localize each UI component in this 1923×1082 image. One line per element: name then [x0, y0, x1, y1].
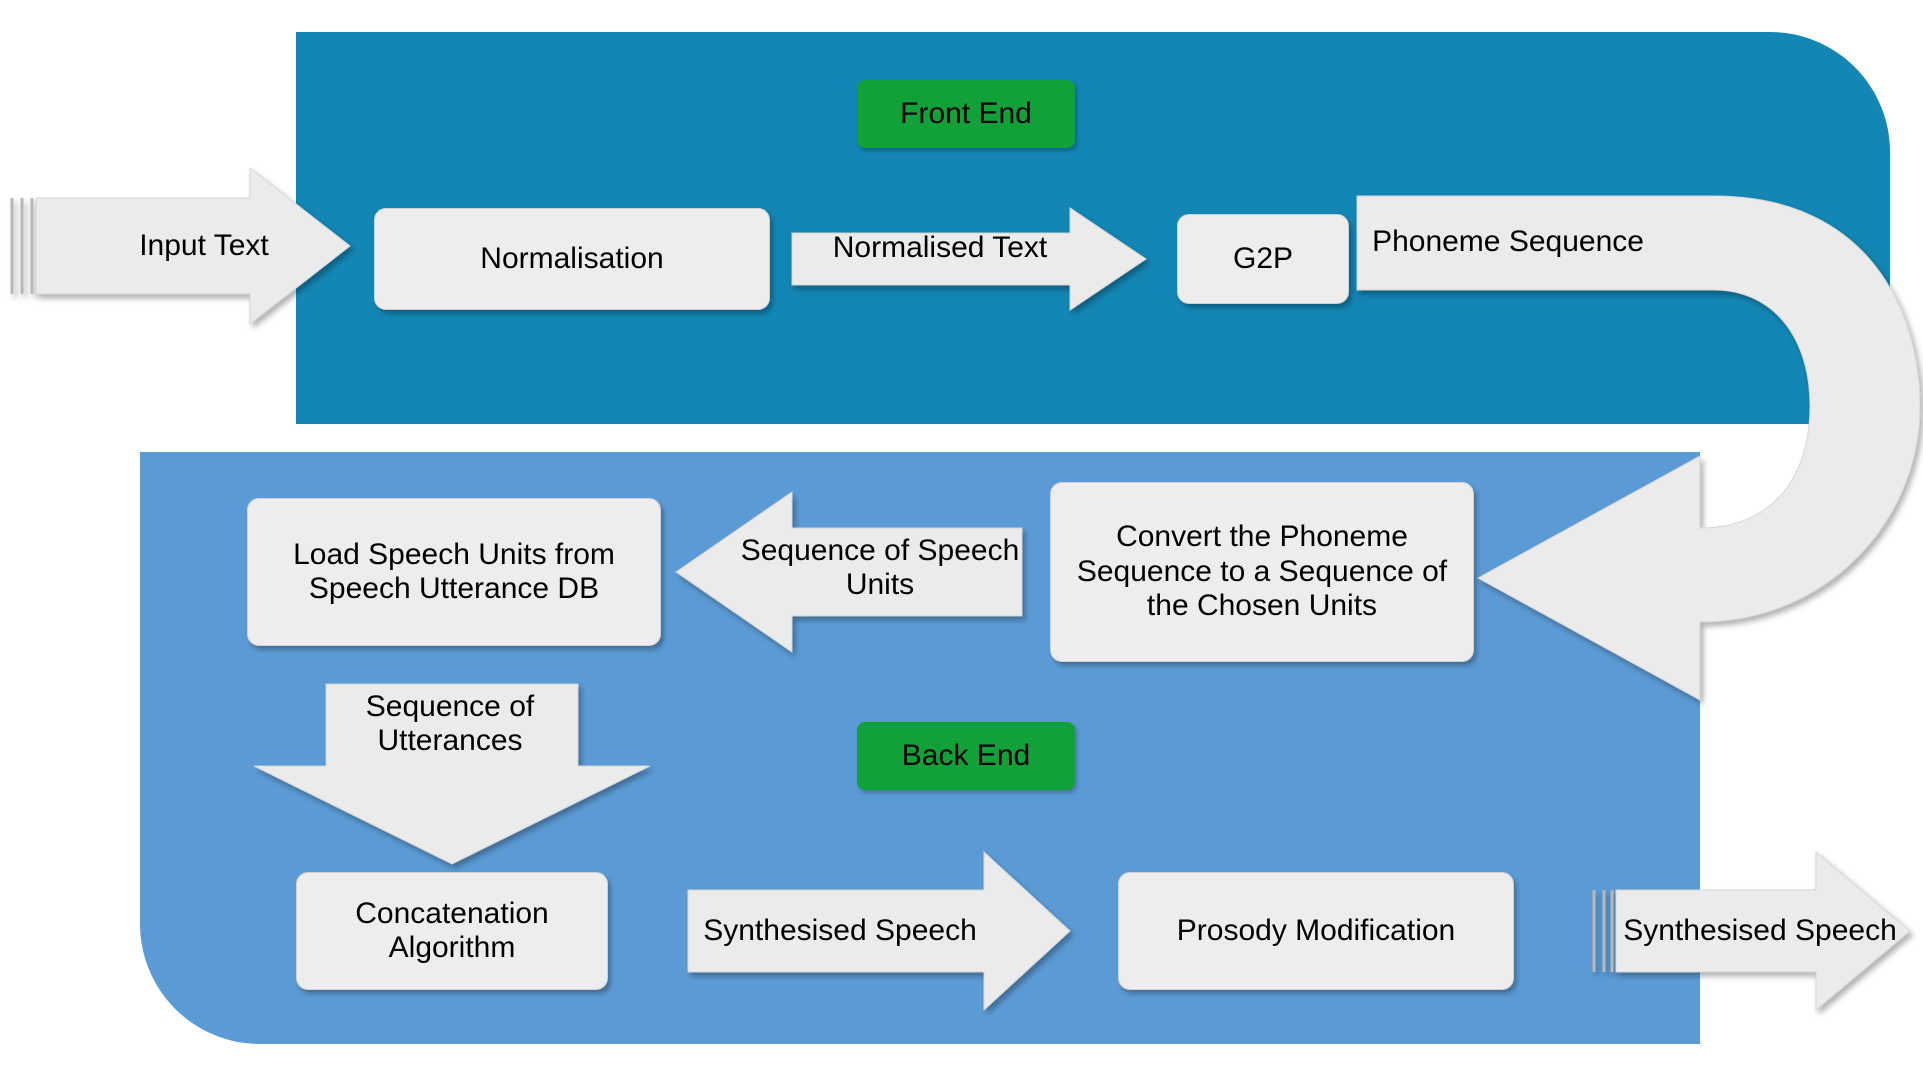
normalisation-box: Normalisation — [374, 208, 770, 310]
normalised-text-arrow — [792, 208, 1146, 310]
sequence-of-speech-units-label: Sequence of Speech Units — [740, 533, 1020, 601]
prosody-modification-box: Prosody Modification — [1118, 872, 1514, 990]
normalised-text-label: Normalised Text — [832, 230, 1048, 264]
synthesised-speech-output-label: Synthesised Speech — [1623, 913, 1897, 947]
concatenation-algorithm-box: Concatenation Algorithm — [296, 872, 608, 990]
input-text-label: Input Text — [139, 228, 269, 262]
front-end-tag: Front End — [857, 80, 1075, 148]
g2p-box: G2P — [1177, 214, 1349, 304]
input-text-arrow — [12, 168, 350, 324]
sequence-of-speech-units-arrow — [676, 492, 1022, 652]
phoneme-sequence-label: Phoneme Sequence — [1372, 224, 1644, 258]
back-end-tag: Back End — [857, 722, 1075, 790]
sequence-of-utterances-arrow — [254, 684, 650, 864]
load-speech-units-box: Load Speech Units from Speech Utterance DB — [247, 498, 661, 646]
synthesised-speech-arrow — [688, 852, 1070, 1010]
synthesised-speech-mid-label: Synthesised Speech — [703, 913, 977, 947]
convert-phoneme-sequence-box: Convert the Phoneme Sequence to a Sequence of the Chosen Units — [1050, 482, 1474, 662]
synthesised-speech-output-arrow — [1594, 852, 1910, 1010]
sequence-of-utterances-label: Sequence of Utterances — [365, 689, 535, 757]
